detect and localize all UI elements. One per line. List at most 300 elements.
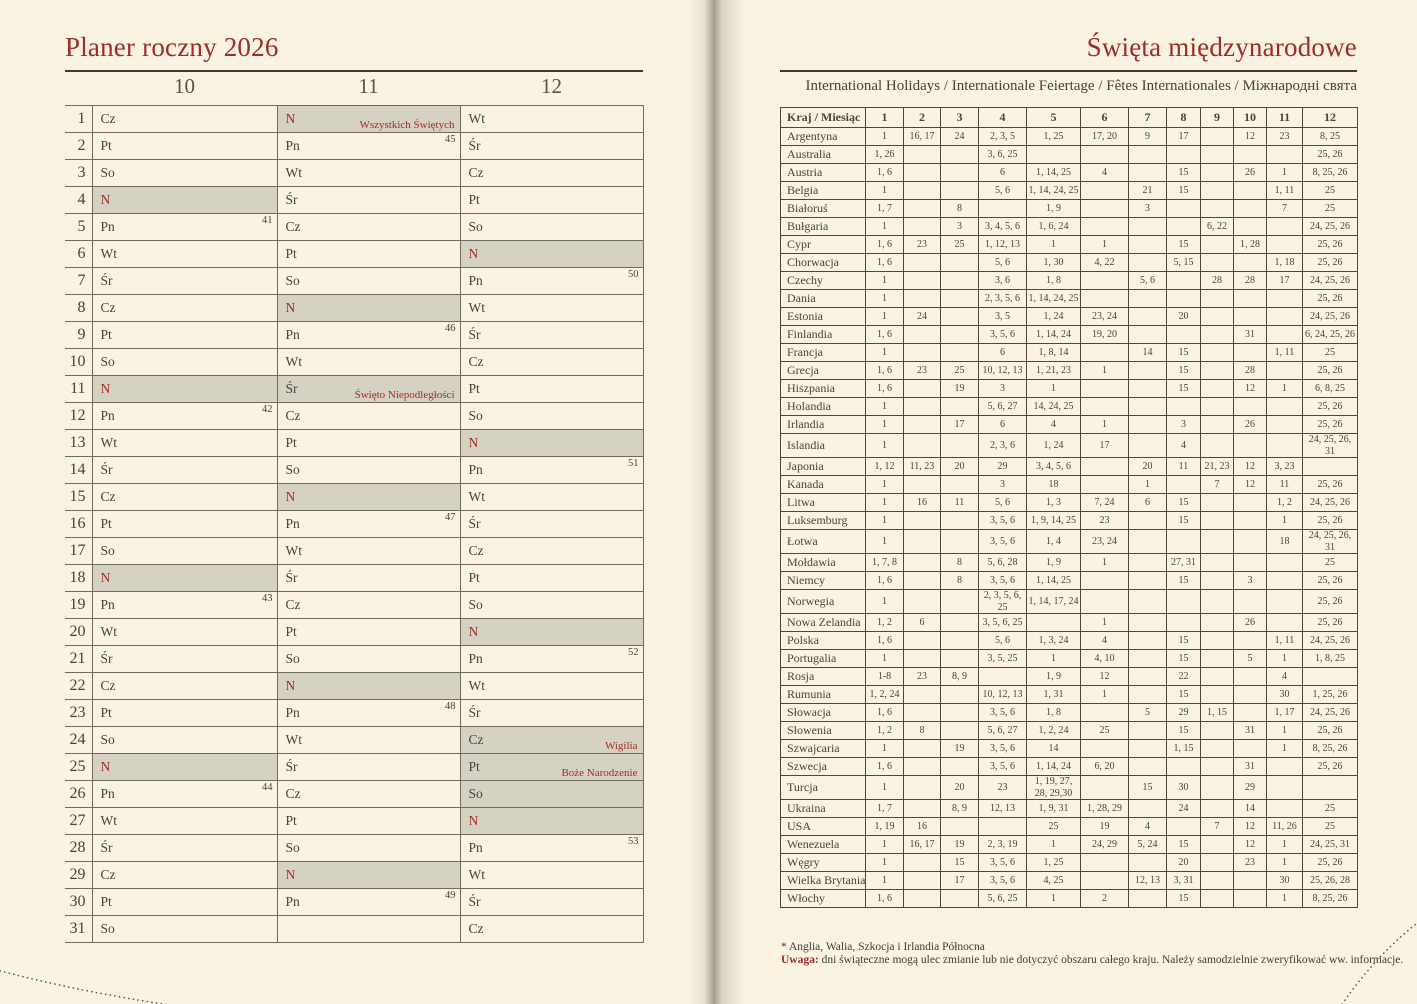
day-cell-content <box>278 214 460 240</box>
holiday-days-cell: 15 <box>1167 380 1201 398</box>
holiday-days-cell: 26 <box>1234 164 1267 182</box>
day-cell-content <box>461 889 643 915</box>
holiday-days-cell: 1 <box>866 836 904 854</box>
weekday-label: Śr <box>468 705 481 720</box>
planner-day-cell <box>277 484 460 511</box>
holiday-days-cell: 17 <box>1167 128 1201 146</box>
planner-row <box>65 754 643 781</box>
day-number: 4 <box>65 187 92 214</box>
holiday-days-cell <box>1201 854 1234 872</box>
planner-day-cell <box>460 538 643 565</box>
day-cell-content <box>461 619 643 645</box>
planner-day-cell <box>92 565 277 592</box>
holiday-days-cell: 3 <box>1167 416 1201 434</box>
weekday-label: N <box>100 381 111 396</box>
holiday-days-cell: 1, 2 <box>1267 494 1303 512</box>
week-number: 50 <box>628 268 639 280</box>
day-cell-content <box>461 511 643 537</box>
day-number: 22 <box>65 673 92 700</box>
month-header-label: 11 <box>358 74 379 98</box>
month-column-header: 2 <box>904 108 941 128</box>
holiday-days-cell <box>1201 200 1234 218</box>
holiday-days-cell <box>904 272 941 290</box>
holiday-days-cell: 1, 3 <box>1027 494 1081 512</box>
weekday-label: Pt <box>468 381 480 396</box>
holiday-days-cell: 24 <box>941 128 979 146</box>
weekday-label: N <box>100 192 111 207</box>
holiday-days-cell <box>1201 182 1234 200</box>
holiday-days-cell: 1 <box>1081 614 1129 632</box>
holiday-days-cell: 4, 10 <box>1081 650 1129 668</box>
holiday-days-cell <box>904 590 941 614</box>
holiday-days-cell: 1, 6 <box>866 362 904 380</box>
weekday-label: So <box>285 462 300 477</box>
holiday-days-cell: 1 <box>1267 380 1303 398</box>
planner-row <box>65 268 643 295</box>
holiday-days-cell: 1, 6 <box>866 890 904 908</box>
holiday-days-cell: 1 <box>866 290 904 308</box>
holiday-days-cell: 29 <box>1167 704 1201 722</box>
holiday-days-cell <box>1129 362 1167 380</box>
holiday-days-cell: 1 <box>866 854 904 872</box>
holiday-days-cell <box>1234 872 1267 890</box>
weekday-label: Pn <box>285 894 300 909</box>
holiday-days-cell <box>1201 890 1234 908</box>
holiday-days-cell: 1, 14, 24 <box>1027 326 1081 344</box>
holiday-days-cell <box>1167 326 1201 344</box>
holiday-days-cell: 15 <box>1167 362 1201 380</box>
holiday-days-cell <box>1167 530 1201 554</box>
country-name: Wielka Brytania <box>781 872 866 890</box>
holiday-days-cell <box>1201 344 1234 362</box>
holiday-row <box>781 128 1358 146</box>
holiday-days-cell <box>1267 554 1303 572</box>
holiday-days-cell: 1, 14, 24, 25 <box>1027 182 1081 200</box>
holiday-days-cell: 25, 26 <box>1303 854 1358 872</box>
holiday-days-cell: 1, 24 <box>1027 434 1081 458</box>
note-label: Uwaga: <box>781 954 819 966</box>
holiday-days-cell <box>904 890 941 908</box>
holiday-row <box>781 650 1358 668</box>
holiday-days-cell: 1, 30 <box>1027 254 1081 272</box>
country-name: Rumunia <box>781 686 866 704</box>
holiday-days-cell: 4, 22 <box>1081 254 1129 272</box>
holiday-days-cell <box>941 434 979 458</box>
holiday-days-cell <box>941 398 979 416</box>
day-number: 12 <box>65 403 92 430</box>
holiday-days-cell: 1 <box>866 434 904 458</box>
planner-day-cell <box>460 781 643 808</box>
holiday-days-cell <box>1129 890 1167 908</box>
holiday-days-cell: 3, 5, 6 <box>979 572 1027 590</box>
weekday-label: Śr <box>285 381 298 396</box>
weekday-label: Śr <box>468 327 481 342</box>
planner-row <box>65 106 643 133</box>
holiday-days-cell <box>1201 236 1234 254</box>
planner-day-cell <box>92 106 277 133</box>
holiday-days-cell: 25 <box>941 362 979 380</box>
holiday-days-cell: 24, 25, 31 <box>1303 836 1358 854</box>
planner-day-cell <box>460 511 643 538</box>
weekday-label: Pn <box>468 651 483 666</box>
day-cell-content <box>461 214 643 240</box>
day-cell-content <box>461 376 643 402</box>
weekday-label: Pn <box>100 219 115 234</box>
country-name: Ukraina <box>781 800 866 818</box>
day-cell-content <box>278 160 460 186</box>
holiday-row <box>781 236 1358 254</box>
holiday-days-cell <box>1234 146 1267 164</box>
holiday-days-cell <box>941 704 979 722</box>
holiday-days-cell: 8 <box>904 722 941 740</box>
holiday-days-cell <box>904 512 941 530</box>
day-cell-content <box>93 889 277 915</box>
planner-row <box>65 646 643 673</box>
planner-day-cell <box>277 781 460 808</box>
day-cell-content <box>93 214 277 240</box>
day-cell-content <box>93 862 277 888</box>
holiday-days-cell <box>1201 326 1234 344</box>
planner-day-cell <box>460 160 643 187</box>
bottom-left-curl <box>0 966 222 1004</box>
holiday-days-cell: 1, 2, 24 <box>1027 722 1081 740</box>
day-cell-content <box>461 106 643 132</box>
holiday-days-cell: 3, 6 <box>979 272 1027 290</box>
holiday-days-cell <box>1303 668 1358 686</box>
holiday-days-cell: 1, 11 <box>1267 632 1303 650</box>
weekday-label: Pn <box>285 138 300 153</box>
holiday-days-cell: 11 <box>941 494 979 512</box>
day-cell-content <box>93 700 277 726</box>
holiday-days-cell: 1, 14, 24, 25 <box>1027 290 1081 308</box>
holiday-days-cell: 1, 9 <box>1027 554 1081 572</box>
weekday-label: Cz <box>100 678 116 693</box>
holiday-days-cell <box>904 218 941 236</box>
day-cell-content <box>93 565 277 591</box>
country-name: Czechy <box>781 272 866 290</box>
holiday-days-cell: 24, 25, 26, 31 <box>1303 434 1358 458</box>
holiday-days-cell: 5, 6, 28 <box>979 554 1027 572</box>
holiday-days-cell: 23 <box>904 236 941 254</box>
planner-day-cell <box>460 565 643 592</box>
planner-day-cell <box>277 349 460 376</box>
holiday-days-cell: 5, 6 <box>979 494 1027 512</box>
day-cell-content <box>93 619 277 645</box>
holiday-days-cell <box>1081 200 1129 218</box>
holiday-days-cell: 1 <box>1081 416 1129 434</box>
holiday-days-cell <box>941 530 979 554</box>
holiday-days-cell: 12 <box>1234 128 1267 146</box>
holiday-row <box>781 398 1358 416</box>
weekday-label: Pt <box>285 813 297 828</box>
holiday-days-cell: 1, 7, 8 <box>866 554 904 572</box>
holiday-days-cell: 2, 3, 5 <box>979 128 1027 146</box>
holiday-days-cell: 25, 26 <box>1303 146 1358 164</box>
day-cell-content <box>93 592 277 618</box>
day-cell-content <box>278 700 460 726</box>
month-column-header: 6 <box>1081 108 1129 128</box>
left-page-title: Planer roczny 2026 <box>65 32 279 62</box>
holiday-days-cell: 6, 20 <box>1081 758 1129 776</box>
holiday-days-cell: 18 <box>1027 476 1081 494</box>
holiday-days-cell: 5, 6 <box>1129 272 1167 290</box>
day-cell-content <box>93 835 277 861</box>
holiday-days-cell <box>1129 398 1167 416</box>
holiday-days-cell <box>1201 380 1234 398</box>
holiday-days-cell: 23 <box>904 362 941 380</box>
day-cell-content <box>461 754 643 780</box>
holiday-days-cell: 1, 6 <box>866 254 904 272</box>
planner-day-cell <box>92 268 277 295</box>
weekday-label: Pt <box>468 570 480 585</box>
holiday-days-cell: 1, 8 <box>1027 704 1081 722</box>
day-cell-content <box>93 511 277 537</box>
holiday-row <box>781 704 1358 722</box>
holiday-days-cell: 25, 26 <box>1303 398 1358 416</box>
holiday-days-cell <box>941 182 979 200</box>
day-cell-content <box>461 673 643 699</box>
month-column-header: 3 <box>941 108 979 128</box>
holiday-days-cell <box>1201 668 1234 686</box>
country-name: Niemcy <box>781 572 866 590</box>
day-number: 26 <box>65 781 92 808</box>
holiday-days-cell: 1, 2 <box>866 722 904 740</box>
holiday-days-cell: 1 <box>1081 362 1129 380</box>
holiday-days-cell <box>941 476 979 494</box>
holiday-row <box>781 476 1358 494</box>
holiday-days-cell: 25, 26 <box>1303 362 1358 380</box>
holiday-row <box>781 308 1358 326</box>
planner-row <box>65 889 643 916</box>
holiday-days-cell: 6 <box>1129 494 1167 512</box>
holiday-days-cell <box>941 290 979 308</box>
holiday-days-cell <box>904 776 941 800</box>
weekday-label: Cz <box>100 489 116 504</box>
holiday-days-cell <box>979 200 1027 218</box>
weekday-label: Cz <box>100 111 116 126</box>
holiday-days-cell <box>941 758 979 776</box>
weekday-label: N <box>468 435 479 450</box>
holiday-days-cell <box>979 818 1027 836</box>
holiday-days-cell: 1, 6 <box>866 572 904 590</box>
day-number: 31 <box>65 916 92 943</box>
holiday-row <box>781 818 1358 836</box>
holiday-days-cell: 1 <box>1081 686 1129 704</box>
note-text: dni świąteczne mogą ulec zmianie lub nie dotyczyć obszaru całego kraju. Należy samodzielnie zweryfikować ww. informacje. <box>821 954 1404 966</box>
planner-row <box>65 133 643 160</box>
holiday-row <box>781 164 1358 182</box>
holiday-days-cell <box>1167 272 1201 290</box>
holiday-days-cell <box>904 398 941 416</box>
holiday-days-cell <box>904 476 941 494</box>
holiday-days-cell <box>904 572 941 590</box>
holiday-days-cell <box>1234 254 1267 272</box>
holiday-days-cell: 20 <box>1129 458 1167 476</box>
holiday-days-cell: 1, 6 <box>866 758 904 776</box>
holiday-days-cell <box>941 146 979 164</box>
country-name: Hiszpania <box>781 380 866 398</box>
planner-day-cell <box>460 916 643 943</box>
planner-day-cell <box>277 727 460 754</box>
holiday-days-cell <box>1267 800 1303 818</box>
holiday-days-cell <box>1129 632 1167 650</box>
holiday-days-cell <box>1167 398 1201 416</box>
holiday-days-cell <box>941 890 979 908</box>
weekday-label: So <box>285 273 300 288</box>
holiday-days-cell <box>941 164 979 182</box>
uk-footnote: * Anglia, Walia, Szkocja i Irlandia Północna <box>781 941 985 953</box>
holiday-days-cell: 2, 3, 5, 6 <box>979 290 1027 308</box>
weekday-label: N <box>285 300 296 315</box>
holiday-days-cell: 1 <box>1267 722 1303 740</box>
planner-day-cell <box>92 349 277 376</box>
holiday-days-cell <box>1201 836 1234 854</box>
holiday-days-cell: 1, 9 <box>1027 200 1081 218</box>
holiday-days-cell: 1, 8, 14 <box>1027 344 1081 362</box>
holiday-days-cell <box>1129 530 1167 554</box>
day-number: 20 <box>65 619 92 646</box>
holiday-days-cell <box>1129 290 1167 308</box>
planner-day-cell <box>92 160 277 187</box>
day-cell-content <box>278 592 460 618</box>
holiday-days-cell: 15 <box>1167 344 1201 362</box>
holiday-days-cell <box>1267 590 1303 614</box>
holiday-days-cell <box>1267 236 1303 254</box>
holiday-days-cell: 1 <box>866 398 904 416</box>
planner-day-cell <box>277 376 460 403</box>
holiday-days-cell: 15 <box>1167 164 1201 182</box>
holiday-days-cell <box>904 380 941 398</box>
holiday-days-cell: 25, 26 <box>1303 236 1358 254</box>
holiday-days-cell <box>1234 200 1267 218</box>
holiday-row <box>781 416 1358 434</box>
holiday-row <box>781 362 1358 380</box>
holiday-days-cell <box>1201 590 1234 614</box>
holiday-days-cell <box>1129 326 1167 344</box>
holiday-days-cell: 25, 26 <box>1303 512 1358 530</box>
planner-day-cell <box>92 754 277 781</box>
weekday-label: Pt <box>100 894 112 909</box>
day-cell-content <box>461 592 643 618</box>
holiday-days-cell: 24, 25, 26 <box>1303 272 1358 290</box>
day-cell-content <box>93 322 277 348</box>
holiday-days-cell: 8, 25, 26 <box>1303 890 1358 908</box>
holiday-days-cell <box>1081 854 1129 872</box>
holiday-days-cell: 1, 14, 25 <box>1027 164 1081 182</box>
planner-day-cell <box>460 754 643 781</box>
country-name: Austria <box>781 164 866 182</box>
holiday-days-cell: 1, 19, 27, 28, 29,30 <box>1027 776 1081 800</box>
weekday-label: Pt <box>285 435 297 450</box>
holiday-days-cell: 1 <box>1027 890 1081 908</box>
holiday-days-cell: 12 <box>1234 380 1267 398</box>
week-number: 41 <box>262 214 273 226</box>
country-name: Włochy <box>781 890 866 908</box>
holiday-row <box>781 272 1358 290</box>
holiday-days-cell: 11 <box>1267 476 1303 494</box>
weekday-label: N <box>285 867 296 882</box>
planner-day-cell <box>460 457 643 484</box>
weekday-label: Pn <box>468 840 483 855</box>
holiday-days-cell: 1 <box>1267 512 1303 530</box>
planner-day-cell <box>277 808 460 835</box>
holiday-days-cell <box>904 758 941 776</box>
holiday-days-cell: 1 <box>1129 476 1167 494</box>
country-name: Nowa Zelandia <box>781 614 866 632</box>
holiday-days-cell: 31 <box>1234 326 1267 344</box>
weekday-label: So <box>285 651 300 666</box>
holiday-days-cell <box>904 254 941 272</box>
holiday-days-cell <box>1081 704 1129 722</box>
weekday-label: N <box>468 624 479 639</box>
day-cell-content <box>278 457 460 483</box>
day-number: 9 <box>65 322 92 349</box>
holidays-header-row <box>781 108 1358 128</box>
holiday-row <box>781 494 1358 512</box>
day-cell-content <box>278 619 460 645</box>
holiday-days-cell <box>904 530 941 554</box>
holiday-days-cell: 1, 6 <box>866 326 904 344</box>
holiday-days-cell <box>904 434 941 458</box>
holiday-days-cell: 25, 26 <box>1303 416 1358 434</box>
holiday-days-cell: 8, 25 <box>1303 128 1358 146</box>
planner-row <box>65 484 643 511</box>
day-cell-content <box>93 484 277 510</box>
holiday-days-cell: 16 <box>904 818 941 836</box>
day-cell-content <box>93 295 277 321</box>
planner-day-cell <box>92 862 277 889</box>
holiday-days-cell: 15 <box>1167 650 1201 668</box>
holiday-days-cell: 23 <box>1234 854 1267 872</box>
holiday-days-cell <box>1129 668 1167 686</box>
planner-day-cell <box>277 430 460 457</box>
holiday-days-cell: 1, 24 <box>1027 308 1081 326</box>
country-name: Mołdawia <box>781 554 866 572</box>
holiday-days-cell <box>1081 476 1129 494</box>
planner-row <box>65 403 643 430</box>
day-cell-content <box>461 268 643 294</box>
holiday-days-cell: 4, 25 <box>1027 872 1081 890</box>
weekday-label: Cz <box>285 408 301 423</box>
weekday-label: Wt <box>100 435 117 450</box>
holiday-days-cell <box>1167 614 1201 632</box>
holiday-days-cell: 8 <box>941 554 979 572</box>
planner-row <box>65 457 643 484</box>
holiday-days-cell: 25 <box>1303 818 1358 836</box>
planner-day-cell <box>460 646 643 673</box>
week-number: 45 <box>445 133 456 145</box>
holiday-days-cell <box>1201 290 1234 308</box>
country-name: Chorwacja <box>781 254 866 272</box>
holiday-days-cell <box>1081 290 1129 308</box>
planner-row <box>65 565 643 592</box>
weekday-label: Wt <box>468 867 485 882</box>
holiday-days-cell: 6, 8, 25 <box>1303 380 1358 398</box>
holiday-days-cell <box>1081 380 1129 398</box>
holiday-days-cell <box>904 650 941 668</box>
holiday-days-cell: 1, 12, 13 <box>979 236 1027 254</box>
planner-day-cell <box>277 187 460 214</box>
holiday-days-cell <box>1129 800 1167 818</box>
day-cell-content <box>93 538 277 564</box>
holiday-days-cell <box>1267 218 1303 236</box>
holiday-days-cell: 3, 5, 6 <box>979 872 1027 890</box>
holiday-days-cell <box>1234 512 1267 530</box>
holiday-days-cell: 28 <box>1234 362 1267 380</box>
holiday-days-cell: 1, 9 <box>1027 668 1081 686</box>
weekday-label: Pt <box>100 327 112 342</box>
day-number: 7 <box>65 268 92 295</box>
